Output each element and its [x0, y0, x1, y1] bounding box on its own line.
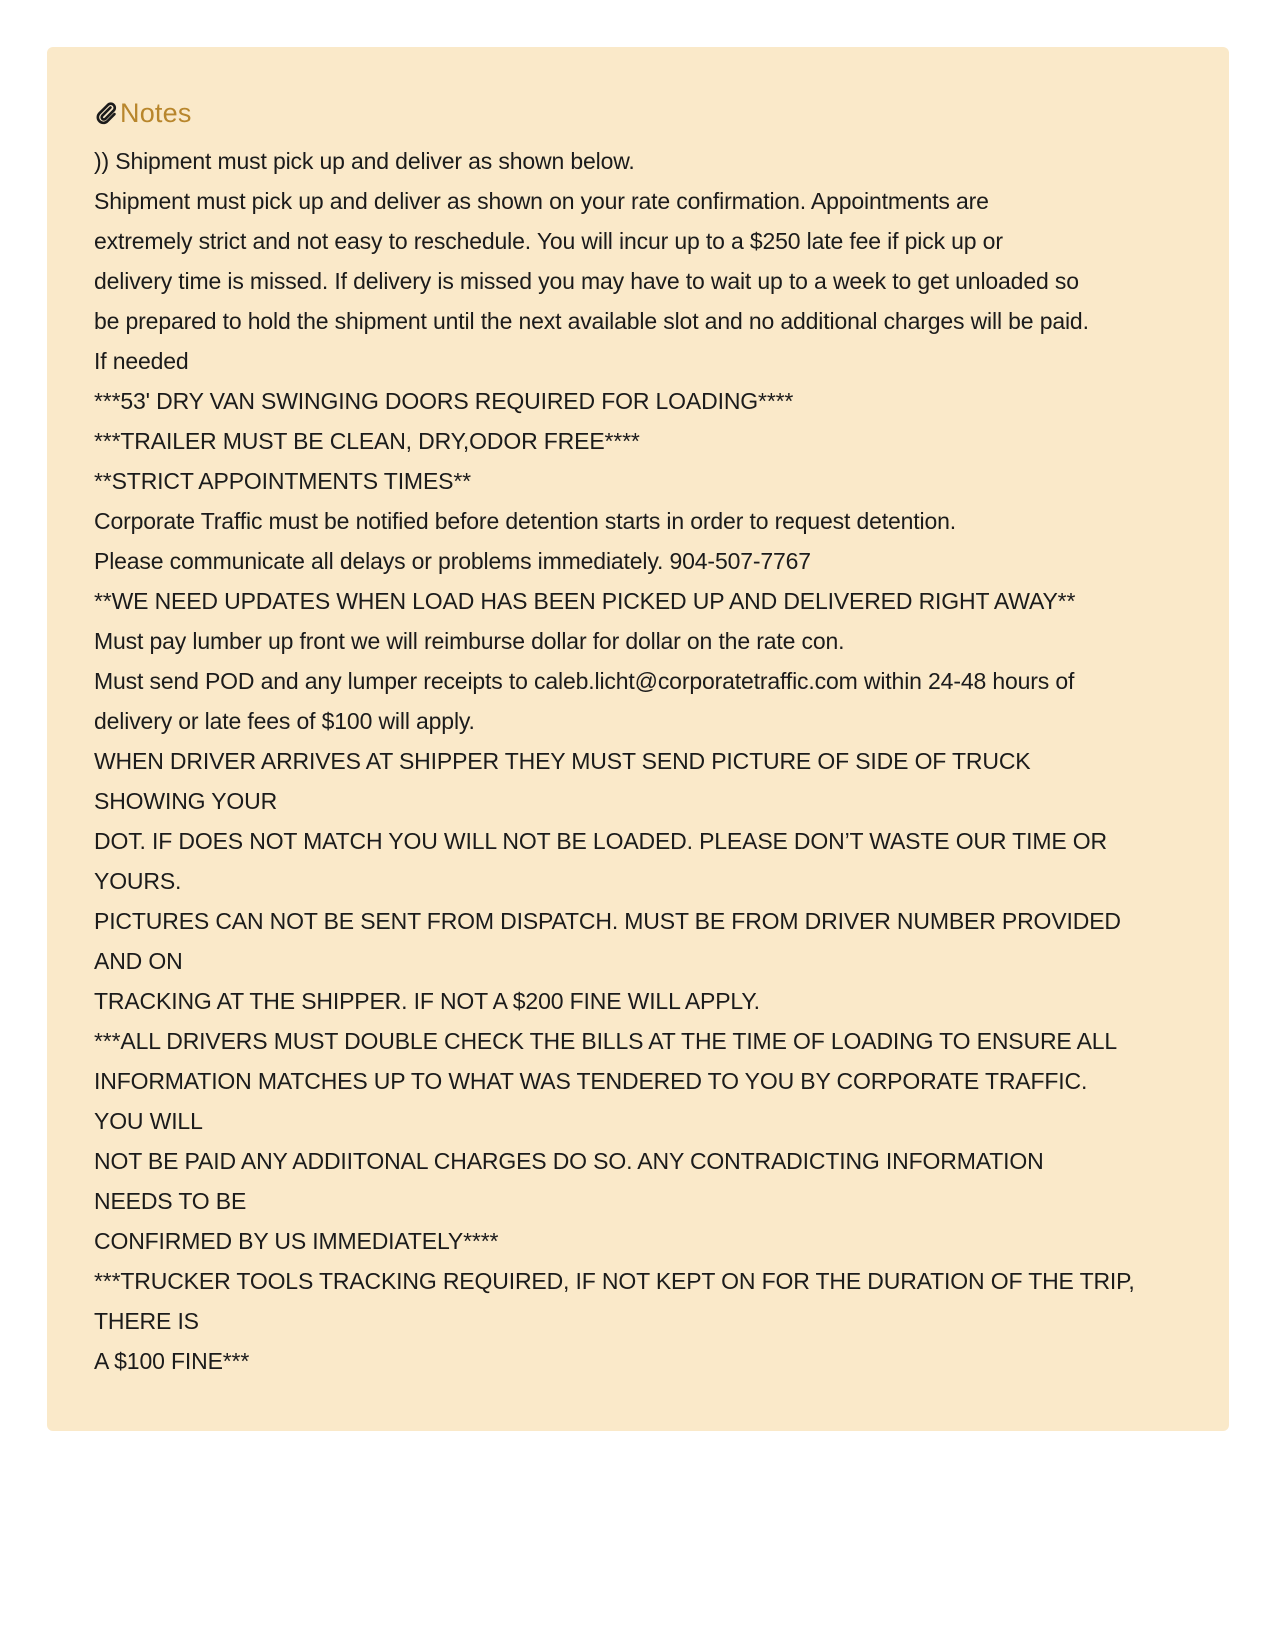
notes-panel — [47, 47, 1229, 1431]
note-line: If needed — [94, 348, 189, 374]
note-line: SHOWING YOUR — [94, 788, 278, 814]
note-line: NOT BE PAID ANY ADDIITONAL CHARGES DO SO. ANY CONTRADICTING INFORMATION — [94, 1148, 1044, 1174]
note-line: extremely strict and not easy to reschedule. You will incur up to a $250 late fee if pick up or — [94, 228, 1003, 254]
note-line: delivery or late fees of $100 will apply. — [94, 708, 475, 734]
note-line: YOU WILL — [94, 1108, 203, 1134]
paperclip-icon — [94, 101, 118, 125]
note-line: AND ON — [94, 948, 183, 974]
note-line: be prepared to hold the shipment until the next available slot and no additional charges will be paid. — [94, 308, 1089, 334]
note-line: ***53' DRY VAN SWINGING DOORS REQUIRED FOR LOADING**** — [94, 388, 794, 414]
note-line: INFORMATION MATCHES UP TO WHAT WAS TENDERED TO YOU BY CORPORATE TRAFFIC. — [94, 1068, 1088, 1094]
note-line: TRACKING AT THE SHIPPER. IF NOT A $200 FINE WILL APPLY. — [94, 988, 760, 1014]
note-line: Corporate Traffic must be notified before detention starts in order to request detention. — [94, 508, 957, 534]
notes-title: Notes — [120, 97, 192, 128]
note-line: A $100 FINE*** — [94, 1348, 250, 1374]
note-line: **WE NEED UPDATES WHEN LOAD HAS BEEN PICKED UP AND DELIVERED RIGHT AWAY** — [94, 588, 1076, 614]
notes-body — [94, 141, 1182, 1381]
note-line: CONFIRMED BY US IMMEDIATELY**** — [94, 1228, 499, 1254]
note-line: Please communicate all delays or problems immediately. 904-507-7767 — [94, 548, 811, 574]
note-line: WHEN DRIVER ARRIVES AT SHIPPER THEY MUST SEND PICTURE OF SIDE OF TRUCK — [94, 748, 1031, 774]
note-line: Shipment must pick up and deliver as shown on your rate confirmation. Appointments are — [94, 188, 989, 214]
note-line: **STRICT APPOINTMENTS TIMES** — [94, 468, 471, 494]
note-line: ***TRAILER MUST BE CLEAN, DRY,ODOR FREE**** — [94, 428, 640, 454]
note-line: YOURS. — [94, 868, 182, 894]
note-line: NEEDS TO BE — [94, 1188, 247, 1214]
note-line: ***TRUCKER TOOLS TRACKING REQUIRED, IF NOT KEPT ON FOR THE DURATION OF THE TRIP, — [94, 1268, 1135, 1294]
note-line: ***ALL DRIVERS MUST DOUBLE CHECK THE BILLS AT THE TIME OF LOADING TO ENSURE ALL — [94, 1028, 1118, 1054]
note-line: PICTURES CAN NOT BE SENT FROM DISPATCH. MUST BE FROM DRIVER NUMBER PROVIDED — [94, 908, 1121, 934]
note-line: delivery time is missed. If delivery is missed you may have to wait up to a week to get unloaded so — [94, 268, 1079, 294]
note-line: Must pay lumber up front we will reimburse dollar for dollar on the rate con. — [94, 628, 845, 654]
note-line: )) Shipment must pick up and deliver as shown below. — [94, 148, 635, 174]
note-line: DOT. IF DOES NOT MATCH YOU WILL NOT BE LOADED. PLEASE DON’T WASTE OUR TIME OR — [94, 828, 1107, 854]
notes-header — [94, 95, 1182, 131]
note-line: Must send POD and any lumper receipts to caleb.licht@corporatetraffic.com within 24-48 hours of — [94, 668, 1075, 694]
note-line: THERE IS — [94, 1308, 199, 1334]
